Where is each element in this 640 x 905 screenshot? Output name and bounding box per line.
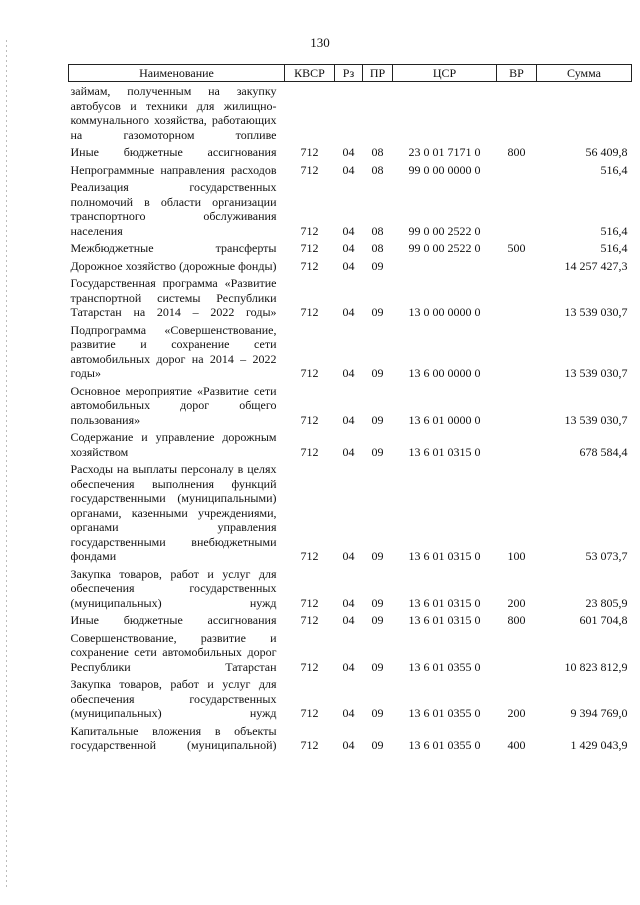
header-pr: ПР [363, 65, 393, 82]
cell-csr: 13 6 01 0355 0 [408, 706, 481, 720]
header-rz: Рз [335, 65, 363, 82]
cell-name: Капитальные вложения в объекты государственной (муниципальной) [70, 723, 277, 752]
cell-vr [497, 178, 537, 239]
cell-rz: 04 [342, 706, 355, 720]
cell-pr: 09 [371, 595, 384, 610]
header-vr: ВР [497, 65, 537, 82]
table-row [69, 629, 632, 676]
cell-csr: 13 6 01 0355 0 [408, 738, 481, 752]
header-csr: ЦСР [393, 65, 497, 82]
cell-sum [537, 82, 632, 144]
cell-kvsr [285, 82, 335, 144]
page-number: 130 [310, 35, 330, 50]
table-row [69, 239, 632, 257]
table-row [69, 161, 632, 179]
cell-rz: 04 [342, 412, 355, 427]
table-body [69, 82, 632, 754]
cell-sum: 13 539 030,7 [564, 305, 628, 319]
cell-name: Государственная программа «Развитие транспортной системы Республики Татарстан на 2014 – 2022 годы» [70, 276, 277, 319]
cell-kvsr: 712 [300, 595, 319, 610]
cell-csr: 23 0 01 7171 0 [408, 145, 481, 159]
cell-pr: 09 [371, 305, 384, 319]
cell-sum: 516,4 [600, 223, 628, 238]
cell-vr [497, 161, 537, 179]
cell-sum: 56 409,8 [585, 145, 628, 159]
table-row [69, 611, 632, 629]
cell-rz: 04 [342, 595, 355, 610]
cell-vr [497, 257, 537, 275]
table-row [69, 460, 632, 565]
cell-rz: 04 [342, 549, 355, 563]
cell-rz: 04 [342, 241, 355, 255]
cell-kvsr: 712 [300, 366, 319, 380]
cell-csr: 13 6 01 0315 0 [408, 444, 481, 459]
cell-kvsr: 712 [300, 613, 319, 627]
cell-vr: 800 [507, 613, 526, 627]
cell-kvsr: 712 [300, 549, 319, 563]
cell-vr [497, 629, 537, 676]
cell-vr: 500 [507, 241, 526, 255]
header-sum: Сумма [537, 65, 632, 82]
binding-margin-mark [6, 40, 7, 890]
cell-kvsr: 712 [300, 241, 319, 255]
cell-pr: 09 [371, 258, 384, 273]
cell-sum: 601 704,8 [579, 613, 628, 627]
cell-sum: 9 394 769,0 [570, 706, 628, 720]
cell-vr: 100 [507, 549, 526, 563]
header-kvsr: КВСР [285, 65, 335, 82]
cell-sum: 13 539 030,7 [564, 412, 628, 427]
cell-pr: 09 [371, 366, 384, 380]
cell-pr: 09 [371, 613, 384, 627]
cell-name: Подпрограмма «Совершенствование, развитие и сохранение сети автомобильных дорог на 2014 – 2022 годы» [70, 322, 277, 380]
cell-csr [393, 82, 497, 144]
cell-name: Межбюджетные трансферты [70, 241, 277, 255]
cell-sum: 10 823 812,9 [564, 659, 628, 674]
table-row [69, 382, 632, 429]
table-row [69, 722, 632, 754]
cell-rz: 04 [342, 223, 355, 238]
cell-rz: 04 [342, 738, 355, 752]
cell-name: Расходы на выплаты персоналу в целях обеспечения выполнения функций государственными (муниципальными) органами, казенными учреждениями, органами управления государственными внебюджетными фондами [70, 462, 277, 563]
cell-name: Закупка товаров, работ и услуг для обеспечения государственных (муниципальных) нужд [70, 677, 277, 720]
cell-vr: 400 [507, 738, 526, 752]
cell-pr: 09 [371, 738, 384, 752]
cell-rz: 04 [342, 162, 355, 177]
cell-rz: 04 [342, 613, 355, 627]
table-row [69, 178, 632, 239]
table-row [69, 565, 632, 612]
cell-csr: 13 6 01 0315 0 [408, 595, 481, 610]
cell-name: займам, полученным на закупку автобусов и техники для жилищно-коммунального хозяйства, работающих на газомоторном топливе [70, 84, 277, 142]
cell-pr: 08 [371, 145, 384, 159]
table-row [69, 143, 632, 161]
cell-rz: 04 [342, 659, 355, 674]
budget-table [68, 64, 632, 754]
cell-sum: 516,4 [600, 162, 628, 177]
cell-csr: 99 0 00 2522 0 [408, 241, 481, 255]
cell-csr: 13 6 00 0000 0 [408, 366, 481, 380]
cell-sum: 516,4 [600, 241, 628, 255]
cell-csr: 13 6 01 0355 0 [408, 659, 481, 674]
cell-rz: 04 [342, 366, 355, 380]
cell-pr: 09 [371, 412, 384, 427]
cell-name: Реализация государственных полномочий в области организации транспортного обслуживания населения [70, 180, 277, 238]
cell-kvsr: 712 [300, 162, 319, 177]
cell-vr [497, 382, 537, 429]
table-row [69, 82, 632, 144]
cell-csr: 99 0 00 0000 0 [408, 162, 481, 177]
cell-sum: 14 257 427,3 [564, 258, 628, 273]
cell-csr: 13 6 01 0315 0 [408, 549, 481, 563]
cell-csr [393, 257, 497, 275]
cell-sum: 23 805,9 [585, 595, 628, 610]
cell-csr: 13 0 00 0000 0 [408, 305, 481, 319]
cell-name: Закупка товаров, работ и услуг для обеспечения государственных (муниципальных) нужд [70, 566, 277, 610]
cell-pr [363, 82, 393, 144]
cell-name: Иные бюджетные ассигнования [70, 145, 277, 159]
cell-kvsr: 712 [300, 412, 319, 427]
cell-name: Основное мероприятие «Развитие сети автомобильных дорог общего пользования» [70, 383, 277, 427]
cell-rz [335, 82, 363, 144]
cell-sum: 678 584,4 [579, 444, 628, 459]
cell-pr: 09 [371, 444, 384, 459]
cell-vr: 200 [507, 706, 526, 720]
cell-vr [497, 274, 537, 321]
cell-pr: 09 [371, 659, 384, 674]
budget-table-container [68, 64, 631, 754]
cell-csr: 13 6 01 0315 0 [408, 613, 481, 627]
cell-pr: 08 [371, 162, 384, 177]
cell-kvsr: 712 [300, 258, 319, 273]
cell-kvsr: 712 [300, 444, 319, 459]
header-name: Наименование [69, 65, 285, 82]
cell-vr [497, 82, 537, 144]
cell-rz: 04 [342, 305, 355, 319]
cell-vr [497, 428, 537, 460]
cell-sum: 53 073,7 [585, 549, 628, 563]
cell-kvsr: 712 [300, 706, 319, 720]
cell-kvsr: 712 [300, 659, 319, 674]
cell-pr: 08 [371, 241, 384, 255]
table-row [69, 257, 632, 275]
cell-rz: 04 [342, 258, 355, 273]
cell-csr: 13 6 01 0000 0 [408, 412, 481, 427]
cell-kvsr: 712 [300, 305, 319, 319]
cell-vr: 200 [507, 595, 526, 610]
cell-name: Иные бюджетные ассигнования [70, 613, 277, 627]
cell-name: Совершенствование, развитие и сохранение сети автомобильных дорог Республики Татарстан [70, 630, 277, 674]
cell-pr: 08 [371, 223, 384, 238]
cell-vr [497, 321, 537, 382]
cell-rz: 04 [342, 145, 355, 159]
table-row [69, 428, 632, 460]
cell-csr: 99 0 00 2522 0 [408, 223, 481, 238]
cell-pr: 09 [371, 549, 384, 563]
cell-name: Дорожное хозяйство (дорожные фонды) [70, 258, 277, 273]
cell-kvsr: 712 [300, 145, 319, 159]
cell-kvsr: 712 [300, 738, 319, 752]
cell-rz: 04 [342, 444, 355, 459]
cell-sum: 13 539 030,7 [564, 366, 628, 380]
cell-name: Содержание и управление дорожным хозяйством [70, 430, 277, 459]
cell-kvsr: 712 [300, 223, 319, 238]
table-row [69, 321, 632, 382]
cell-sum: 1 429 043,9 [570, 738, 628, 752]
table-header-row [69, 65, 632, 82]
cell-pr: 09 [371, 706, 384, 720]
cell-name: Непрограммные направления расходов [70, 162, 277, 177]
table-row [69, 274, 632, 321]
cell-vr: 800 [507, 145, 526, 159]
table-row [69, 675, 632, 722]
